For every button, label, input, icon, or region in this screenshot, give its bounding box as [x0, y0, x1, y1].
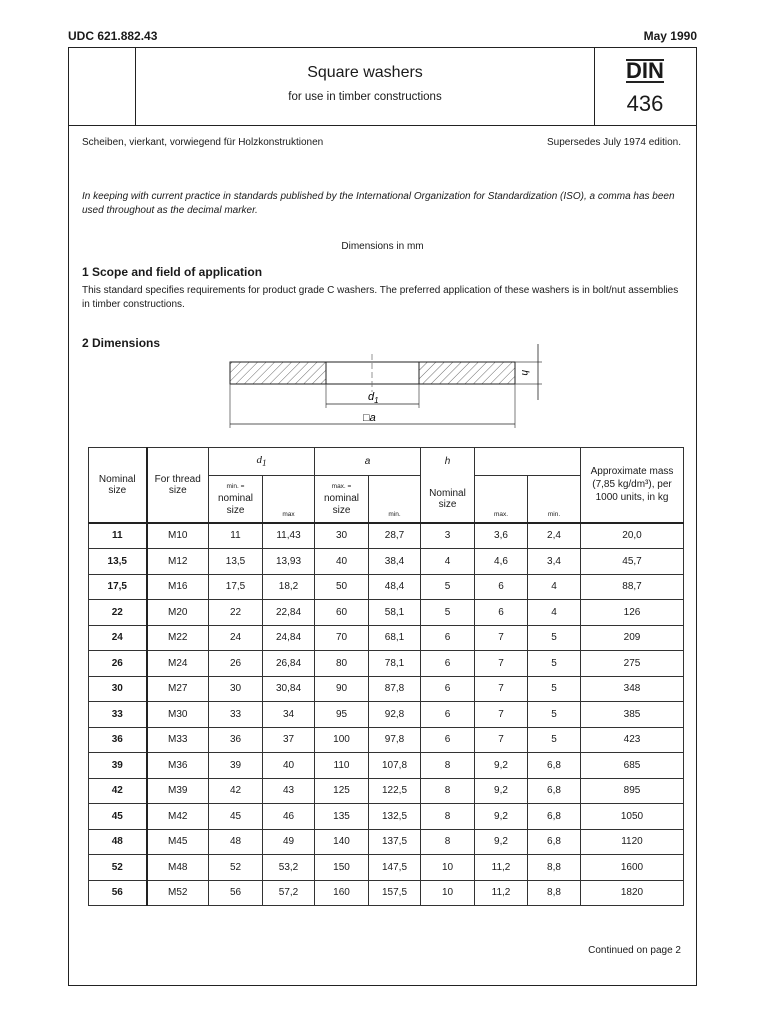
- table-cell: 348: [581, 676, 684, 702]
- table-row: [89, 829, 684, 855]
- table-cell: 26,84: [263, 651, 315, 677]
- table-cell: 30,84: [263, 676, 315, 702]
- table-cell: 385: [581, 702, 684, 728]
- table-cell: 7: [475, 727, 528, 753]
- table-cell: M12: [147, 549, 209, 575]
- table-cell: 18,2: [263, 574, 315, 600]
- table-cell: 95: [315, 702, 369, 728]
- table-cell: 68,1: [369, 625, 421, 651]
- table-cell: 17,5: [89, 574, 147, 600]
- table-cell: 17,5: [209, 574, 263, 600]
- table-cell: 92,8: [369, 702, 421, 728]
- table-cell: M30: [147, 702, 209, 728]
- table-cell: 132,5: [369, 804, 421, 830]
- section-2-heading: 2 Dimensions: [82, 336, 161, 350]
- table-cell: 20,0: [581, 523, 684, 549]
- header-a-min: min.: [369, 476, 421, 523]
- table-row: [89, 651, 684, 677]
- table-cell: 22,84: [263, 600, 315, 626]
- table-cell: 4: [528, 574, 581, 600]
- table-cell: 56: [89, 880, 147, 906]
- table-cell: 5: [528, 702, 581, 728]
- din-number: 436: [626, 91, 664, 116]
- table-cell: 97,8: [369, 727, 421, 753]
- supersedes-note: Supersedes July 1974 edition.: [547, 137, 681, 148]
- table-cell: 57,2: [263, 880, 315, 906]
- header-nominal-size: Nominal size: [89, 448, 147, 523]
- table-cell: 24: [89, 625, 147, 651]
- table-cell: 6: [421, 727, 475, 753]
- table-cell: 34: [263, 702, 315, 728]
- table-row: [89, 702, 684, 728]
- table-cell: 8,8: [528, 855, 581, 881]
- table-cell: M42: [147, 804, 209, 830]
- table-cell: 107,8: [369, 753, 421, 779]
- table-cell: 48,4: [369, 574, 421, 600]
- table-cell: 126: [581, 600, 684, 626]
- table-cell: 685: [581, 753, 684, 779]
- table-cell: 70: [315, 625, 369, 651]
- table-cell: 43: [263, 778, 315, 804]
- table-cell: 36: [89, 727, 147, 753]
- table-cell: 140: [315, 829, 369, 855]
- continued-note: Continued on page 2: [588, 945, 681, 956]
- header-divider: [135, 47, 136, 125]
- table-cell: 49: [263, 829, 315, 855]
- table-cell: 36: [209, 727, 263, 753]
- table-cell: 9,2: [475, 829, 528, 855]
- table-cell: 9,2: [475, 804, 528, 830]
- header-d1-min: min. = nominal size: [209, 476, 263, 523]
- table-cell: 9,2: [475, 778, 528, 804]
- table-cell: 24,84: [263, 625, 315, 651]
- table-row: [89, 549, 684, 575]
- table-cell: 45,7: [581, 549, 684, 575]
- table-cell: 13,5: [89, 549, 147, 575]
- table-cell: 40: [315, 549, 369, 575]
- header-a: a: [315, 448, 421, 476]
- table-cell: 6: [421, 625, 475, 651]
- table-cell: M22: [147, 625, 209, 651]
- table-cell: 147,5: [369, 855, 421, 881]
- table-cell: 11: [209, 523, 263, 549]
- table-cell: 33: [209, 702, 263, 728]
- d1-label: $d_1$: [368, 391, 379, 405]
- table-cell: 5: [528, 625, 581, 651]
- iso-note: In keeping with current practice in standards published by the International Organization for Standardization (ISO), a comma has been used throughout as the decimal marker.: [82, 191, 675, 216]
- table-cell: M27: [147, 676, 209, 702]
- table-cell: 11: [89, 523, 147, 549]
- a-label: □a: [363, 412, 376, 424]
- table-cell: 6,8: [528, 753, 581, 779]
- table-cell: 6: [475, 600, 528, 626]
- table-cell: 122,5: [369, 778, 421, 804]
- dimensions-table: [88, 447, 684, 906]
- table-cell: 11,43: [263, 523, 315, 549]
- table-cell: 26: [209, 651, 263, 677]
- table-cell: 9,2: [475, 753, 528, 779]
- table-cell: 7: [475, 625, 528, 651]
- table-row: [89, 676, 684, 702]
- header-d1-max: max: [263, 476, 315, 523]
- table-cell: 50: [315, 574, 369, 600]
- header-h-min: min.: [528, 476, 581, 523]
- table-cell: 7: [475, 651, 528, 677]
- table-cell: M36: [147, 753, 209, 779]
- german-title: Scheiben, vierkant, vorwiegend für Holzkonstruktionen: [82, 137, 324, 148]
- table-cell: 1120: [581, 829, 684, 855]
- table-row: [89, 727, 684, 753]
- table-cell: 30: [209, 676, 263, 702]
- table-cell: 42: [89, 778, 147, 804]
- table-cell: 6: [421, 702, 475, 728]
- table-cell: 7: [475, 702, 528, 728]
- table-cell: 8,8: [528, 880, 581, 906]
- udc-number: UDC 621.882.43: [68, 29, 158, 43]
- table-cell: 8: [421, 778, 475, 804]
- table-cell: 45: [89, 804, 147, 830]
- table-cell: 11,2: [475, 880, 528, 906]
- h-label: h: [519, 370, 530, 376]
- table-cell: 100: [315, 727, 369, 753]
- table-cell: 38,4: [369, 549, 421, 575]
- header-h-max: max.: [475, 476, 528, 523]
- table-cell: 46: [263, 804, 315, 830]
- table-cell: 5: [528, 727, 581, 753]
- table-cell: 7: [475, 676, 528, 702]
- table-cell: 22: [89, 600, 147, 626]
- table-row: [89, 574, 684, 600]
- table-cell: 6: [421, 676, 475, 702]
- table-cell: 8: [421, 804, 475, 830]
- table-cell: 13,93: [263, 549, 315, 575]
- table-cell: 90: [315, 676, 369, 702]
- table-cell: 6,8: [528, 778, 581, 804]
- table-cell: 5: [421, 574, 475, 600]
- section-1-heading: 1 Scope and field of application: [82, 265, 263, 279]
- table-cell: 30: [315, 523, 369, 549]
- table-cell: 6,8: [528, 829, 581, 855]
- table-cell: 30: [89, 676, 147, 702]
- table-cell: 8: [421, 753, 475, 779]
- table-row: [89, 753, 684, 779]
- table-cell: 3,4: [528, 549, 581, 575]
- dimensions-note: Dimensions in mm: [341, 241, 424, 252]
- table-cell: 48: [209, 829, 263, 855]
- table-row: [89, 804, 684, 830]
- table-cell: 209: [581, 625, 684, 651]
- table-cell: 110: [315, 753, 369, 779]
- table-cell: 45: [209, 804, 263, 830]
- din-logo: DIN: [626, 58, 664, 83]
- header-d1: $d_1$: [209, 448, 315, 476]
- table-cell: 78,1: [369, 651, 421, 677]
- table-cell: 33: [89, 702, 147, 728]
- table-row: [89, 523, 684, 549]
- table-cell: 6,8: [528, 804, 581, 830]
- table-cell: 39: [89, 753, 147, 779]
- table-cell: 8: [421, 829, 475, 855]
- table-cell: 10: [421, 880, 475, 906]
- table-cell: 3,6: [475, 523, 528, 549]
- table-cell: 13,5: [209, 549, 263, 575]
- table-row: [89, 880, 684, 906]
- table-cell: 1820: [581, 880, 684, 906]
- table-cell: M39: [147, 778, 209, 804]
- table-cell: 53,2: [263, 855, 315, 881]
- header-a-max: max. = nominal size: [315, 476, 369, 523]
- table-cell: 39: [209, 753, 263, 779]
- publication-date: May 1990: [643, 29, 697, 43]
- table-cell: 26: [89, 651, 147, 677]
- table-cell: 423: [581, 727, 684, 753]
- table-cell: 2,4: [528, 523, 581, 549]
- table-cell: 157,5: [369, 880, 421, 906]
- table-cell: 5: [528, 676, 581, 702]
- table-row: [89, 778, 684, 804]
- table-cell: 58,1: [369, 600, 421, 626]
- table-cell: 11,2: [475, 855, 528, 881]
- document-subtitle: for use in timber constructions: [288, 91, 442, 103]
- table-cell: M33: [147, 727, 209, 753]
- table-cell: 22: [209, 600, 263, 626]
- table-cell: M24: [147, 651, 209, 677]
- table-cell: 4: [421, 549, 475, 575]
- table-cell: 5: [528, 651, 581, 677]
- table-cell: 137,5: [369, 829, 421, 855]
- table-cell: 150: [315, 855, 369, 881]
- table-cell: 895: [581, 778, 684, 804]
- table-cell: 80: [315, 651, 369, 677]
- table-cell: 135: [315, 804, 369, 830]
- table-cell: M10: [147, 523, 209, 549]
- table-cell: 4: [528, 600, 581, 626]
- table-row: [89, 625, 684, 651]
- table-cell: 52: [89, 855, 147, 881]
- table-cell: 88,7: [581, 574, 684, 600]
- table-cell: 52: [209, 855, 263, 881]
- table-row: [89, 600, 684, 626]
- section-1-body: This standard specifies requirements for product grade C washers. The preferred application of these washers is in bolt/nut assemblies in timber constructions.: [82, 285, 679, 310]
- table-cell: 6: [475, 574, 528, 600]
- table-cell: 40: [263, 753, 315, 779]
- table-cell: 6: [421, 651, 475, 677]
- table-cell: 275: [581, 651, 684, 677]
- header-h-blank: [475, 448, 581, 476]
- table-cell: 56: [209, 880, 263, 906]
- table-cell: M20: [147, 600, 209, 626]
- table-cell: 5: [421, 600, 475, 626]
- table-cell: 1050: [581, 804, 684, 830]
- table-cell: M48: [147, 855, 209, 881]
- table-cell: 24: [209, 625, 263, 651]
- table-cell: M16: [147, 574, 209, 600]
- table-cell: 42: [209, 778, 263, 804]
- table-cell: 125: [315, 778, 369, 804]
- table-cell: 60: [315, 600, 369, 626]
- table-cell: 160: [315, 880, 369, 906]
- table-cell: 4,6: [475, 549, 528, 575]
- header-h: h: [421, 448, 475, 476]
- washer-diagram: [220, 340, 550, 430]
- table-cell: 48: [89, 829, 147, 855]
- table-cell: 28,7: [369, 523, 421, 549]
- document-title: Square washers: [307, 64, 423, 81]
- table-cell: 37: [263, 727, 315, 753]
- header-h-nominal: Nominal size: [421, 476, 475, 523]
- table-cell: 3: [421, 523, 475, 549]
- table-cell: 1600: [581, 855, 684, 881]
- table-cell: M52: [147, 880, 209, 906]
- header-divider: [68, 125, 697, 126]
- header-thread-size: For thread size: [147, 448, 209, 523]
- header-mass: Approximate mass (7,85 kg/dm³), per 1000 units, in kg: [581, 448, 684, 523]
- table-cell: 10: [421, 855, 475, 881]
- table-cell: 87,8: [369, 676, 421, 702]
- table-cell: M45: [147, 829, 209, 855]
- table-row: [89, 855, 684, 881]
